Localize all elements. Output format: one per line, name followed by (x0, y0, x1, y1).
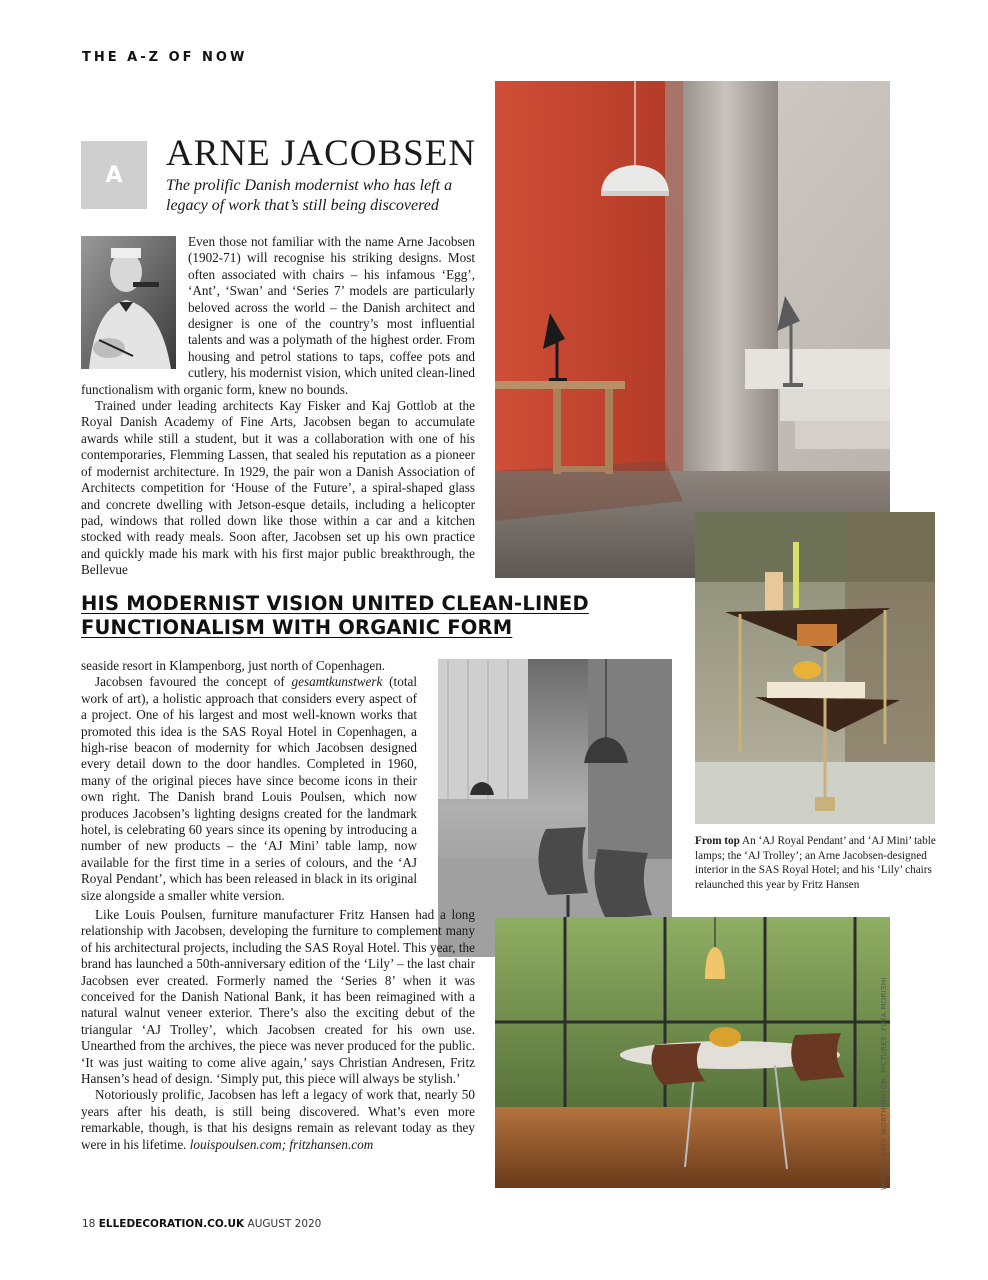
page-number: 18 (82, 1218, 96, 1230)
caption-text: An ‘AJ Royal Pendant’ and ‘AJ Mini’ table lamps; the ‘AJ Trolley’; an Arne Jacobsen-designed interior in the SAS Royal Hotel; and his ‘Lily’ chairs relaunched this year by Fritz Hansen (695, 835, 936, 891)
portrait-photo (81, 236, 176, 369)
body-p5-text: Notoriously prolific, Jacobsen has left a legacy of work that, nearly 50 years after his death, is still being discovered. What’s even more remarkable, though, is that his designs remain as relevant today as they were in his lifetime. (81, 1087, 475, 1152)
body-paragraph-3 (81, 674, 417, 904)
body-p3-post: (total work of art), a holistic approach that considers every aspect of a project. One of his largest and most well-known works that promoted this idea is the SAS Royal Hotel in Copenhagen, a high-rise beacon of modernity for which Jacobsen designed every detail down to the door handles. Completed in 1960, many of the original pieces have since become icons in their own right. The Danish brand Louis Poulsen, which now produces Jacobsen’s lighting designs created for the landmark hotel, is celebrating 60 years since its opening by introducing a number of new products – the ‘AJ Mini’ table lamp, now available for the first time in a series of colours, and the ‘AJ Royal Pendant’, which has been released in black in its original size alongside a smaller white version. (81, 674, 417, 903)
page-folio (82, 1218, 321, 1230)
pull-quote: HIS MODERNIST VISION UNITED CLEAN-LINED FUNCTIONALISM WITH ORGANIC FORM (81, 592, 589, 639)
trolley-photo (695, 512, 935, 824)
lily-chairs-photo (495, 917, 890, 1188)
body-column-bottom-b (81, 907, 475, 1153)
article-title: ARNE JACOBSEN (166, 133, 477, 174)
standfirst: The prolific Danish modernist who has left a legacy of work that’s still being discovered (166, 177, 453, 214)
body-p3-em: gesamtkunstwerk (291, 674, 383, 690)
magazine-site: ELLEDECORATION.CO.UK (98, 1218, 245, 1230)
body-column-bottom-a (81, 658, 417, 904)
section-label: THE A-Z OF NOW (82, 50, 248, 65)
body-continued: seaside resort in Klampenborg, just north of Copenhagen. (81, 658, 386, 673)
body-p3-pre: Jacobsen favoured the concept of (95, 674, 292, 690)
photo-credits: WORDS: KATE WORTHINGTON. PICTURES: FUTA MORISHI (880, 977, 888, 1190)
body-paragraph-1: Even those not familiar with the name Arne Jacobsen (1902-71) will recognise his striking designs. Most often associated with chairs – his infamous ‘Egg’, ‘Ant’, ‘Swan’ and ‘Series 7’ models are particularly beloved across the world – the Danish architect and designer is one of the country’s most influential talents and was a polymath of the highest order. From housing and petrol stations to taps, coffee pots and cutlery, his modernist vision, which united clean-lined functionalism with organic form, knew no bounds. (81, 234, 475, 397)
caption-lead: From top (695, 835, 740, 847)
body-paragraph-5 (81, 1087, 475, 1153)
issue-date: AUGUST 2020 (247, 1218, 322, 1230)
lamps-photo (495, 81, 890, 578)
letter-marker: A (81, 141, 147, 209)
body-paragraph-4: Like Louis Poulsen, furniture manufacturer Fritz Hansen had a long relationship with Jacobsen, developing the furniture to complement many of his architectural projects, including the SAS Royal Hotel. This year, the brand has launched a 50th-anniversary edition of the ‘Lily’ – the last chair Jacobsen ever created. Formerly named the ‘Series 8’ when it was conceived for the Danish National Bank, it has been reimagined with a natural walnut veneer exterior. There’s also the exciting debut of the triangular ‘AJ Trolley’, which Jacobsen created for his own use. Unearthed from the archives, the piece was never produced for the public. ‘It was just waiting to come alive again,’ says Christian Andresen, Fritz Hansen’s head of design. ‘Simply put, this piece will always be stylish.’ (81, 907, 475, 1087)
image-caption (695, 834, 940, 892)
body-paragraph-2: Trained under leading architects Kay Fisker and Kaj Gottlob at the Royal Danish Academy of Fine Arts, Jacobsen began to accumulate awards while still a student, but it was a collaboration with one of his contemporaries, Flemming Lassen, that sealed his reputation as a pioneer of modernist architecture. In 1929, the pair won a Danish Association of Architects competition for ‘House of the Future’, a spiral-shaped glass and concrete dwelling with Jetson-esque details, including a helicopter pad, windows that rolled down like those within a car and a kitchen stocked with ready meals. Soon after, Jacobsen set up his own practice and quickly made his mark with his first major public breakthrough, the Bellevue (81, 398, 475, 578)
body-column-top (81, 234, 475, 579)
body-p5-links: louispoulsen.com; fritzhansen.com (189, 1136, 374, 1152)
